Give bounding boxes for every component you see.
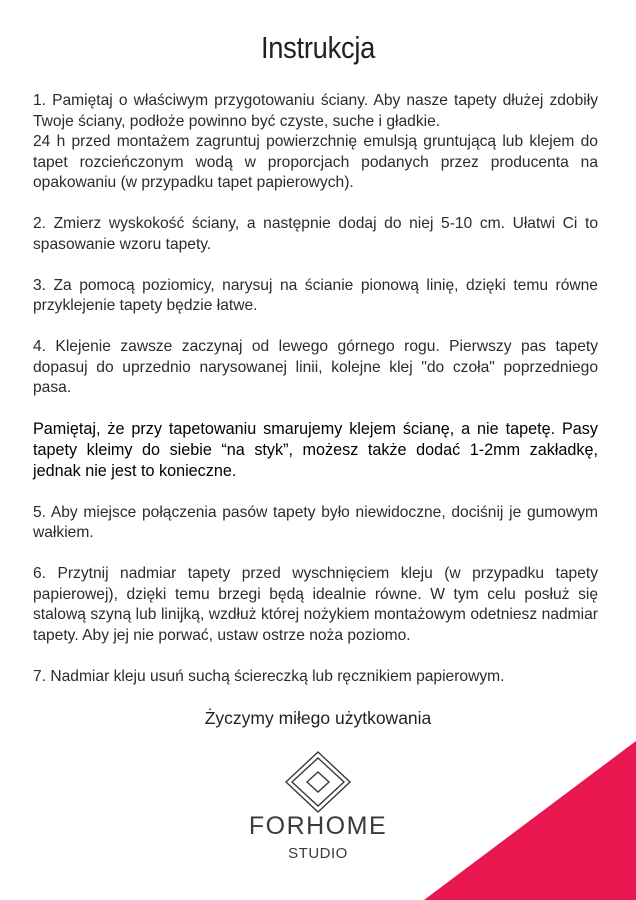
step-1-text: 1. Pamiętaj o właściwym przygotowaniu ściany. Aby nasze tapety dłużej zdobiły Twoje ściany, podłoże powinno być czyste, suche i gładkie. (33, 92, 598, 130)
step-3-text: 3. Za pomocą poziomicy, narysuj na ścianie pionową linię, dzięki temu równe przyklejenie tapety będzie łatwe. (33, 276, 598, 314)
step-5-text: 5. Aby miejsce połączenia pasów tapety było niewidoczne, dociśnij je gumowym wałkiem. (33, 503, 598, 541)
step-1-text-continued: 24 h przed montażem zagruntuj powierzchnię emulsją gruntującą lub klejem do tapet rozcieńczonym wodą w proporcjach podanych przez producenta na opakowaniu (w przypadku tapet papierowych). (33, 133, 598, 191)
step-4-text: 4. Klejenie zawsze zaczynaj od lewego górnego rogu. Pierwszy pas tapety dopasuj do uprzednio narysowanej linii, kolejne klej "do czoła" poprzedniego pasa. (33, 338, 598, 396)
step-7-text: 7. Nadmiar kleju usuń suchą ściereczką lub ręcznikiem papierowym. (33, 667, 505, 685)
step-2-text: 2. Zmierz wyskokość ściany, a następnie dodaj do niej 5-10 cm. Ułatwi Ci to spasowanie wzoru tapety. (33, 215, 598, 253)
page-title: Instrukcja (260, 30, 376, 65)
instructions-body (33, 91, 598, 708)
brand-name: FORHOME (248, 812, 388, 840)
brand-logo (0, 750, 636, 814)
important-note: Pamiętaj, że przy tapetowaniu smarujemy klejem ścianę, a nie tapetę. Pasy tapety kleimy do siebie “na styk”, możesz także dodać 1-2mm zakładkę, jednak nie jest to konieczne. (33, 420, 598, 480)
brand-subtitle: STUDIO (288, 845, 348, 862)
diamond-logo-icon (280, 750, 356, 814)
closing-wish: Życzymy miłego użytkowania (204, 708, 432, 728)
step-6-text: 6. Przytnij nadmiar tapety przed wyschnięciem kleju (w przypadku tapety papierowej), dzięki temu brzegi będą idealnie równe. W tym celu posłuż się stalową szyną lub linijką, wzdłuż której nożykiem montażowym odetniesz nadmiar tapety. Aby jej nie porwać, ustaw ostrze noża poziomo. (33, 565, 598, 644)
